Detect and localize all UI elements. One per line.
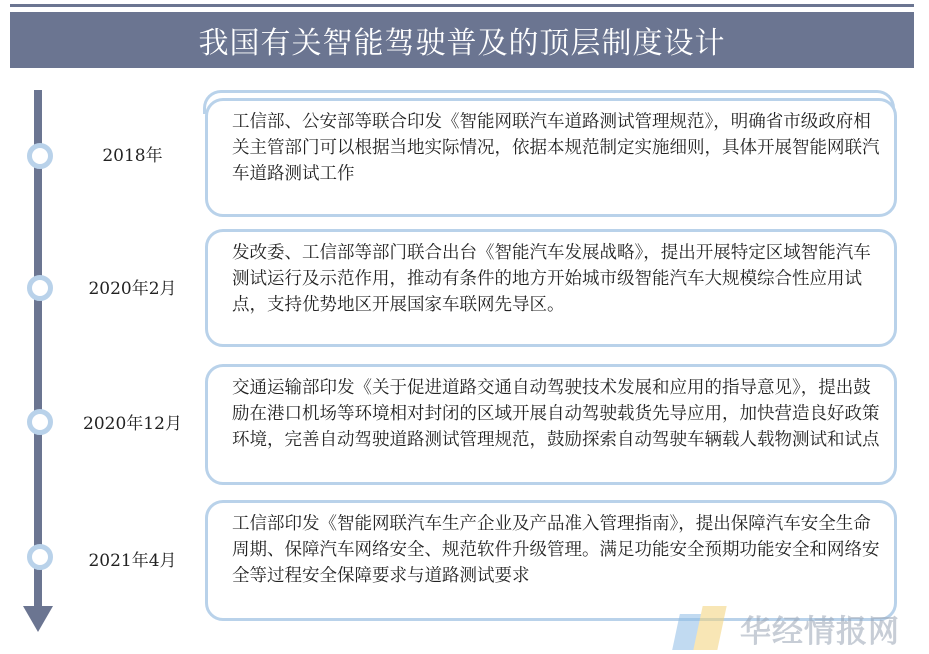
watermark-text: 华经情报网	[740, 613, 900, 650]
timeline-dot	[27, 409, 53, 435]
event-text: 发改委、工信部等部门联合出台《智能汽车发展战略》，提出开展特定区域智能汽车测试运行及示范作用，推动有条件的地方开始城市级智能汽车大规模综合性应用试点，支持优势地区开展国家车联网先导区。	[232, 243, 871, 315]
event-date: 2020年12月	[83, 414, 182, 434]
event-card	[205, 364, 897, 485]
event-date: 2021年4月	[88, 551, 177, 571]
event-date: 2018年	[102, 146, 163, 166]
timeline-dot	[27, 544, 53, 570]
watermark-logo-icon	[676, 606, 732, 650]
event-text: 工信部印发《智能网联汽车生产企业及产品准入管理指南》，提出保障汽车安全生命周期、保障汽车网络安全、规范软件升级管理。满足功能安全预期功能安全和网络安全等过程安全保障要求与道路测试要求	[232, 514, 880, 586]
event-card	[205, 98, 897, 217]
timeline-dot	[27, 275, 53, 301]
event-card	[205, 500, 897, 621]
page-title: 我国有关智能驾驶普及的顶层制度设计	[10, 12, 914, 68]
event-text: 交通运输部印发《关于促进道路交通自动驾驶技术发展和应用的指导意见》，提出鼓励在港口机场等环境相对封闭的区域开展自动驾驶载货先导应用，加快营造良好政策环境，完善自动驾驶道路测试管理规范，鼓励探索自动驾驶车辆载人载物测试和试点	[232, 378, 880, 450]
watermark	[676, 606, 900, 650]
event-text: 工信部、公安部等联合印发《智能网联汽车道路测试管理规范》，明确省市级政府相关主管部门可以根据当地实际情况，依据本规范制定实施细则，具体开展智能网联汽车道路测试工作	[232, 112, 880, 184]
event-card	[205, 229, 897, 347]
timeline-dot	[27, 143, 53, 169]
top-rule	[10, 4, 914, 7]
event-date: 2020年2月	[88, 279, 177, 299]
timeline-arrow-icon	[23, 606, 53, 632]
